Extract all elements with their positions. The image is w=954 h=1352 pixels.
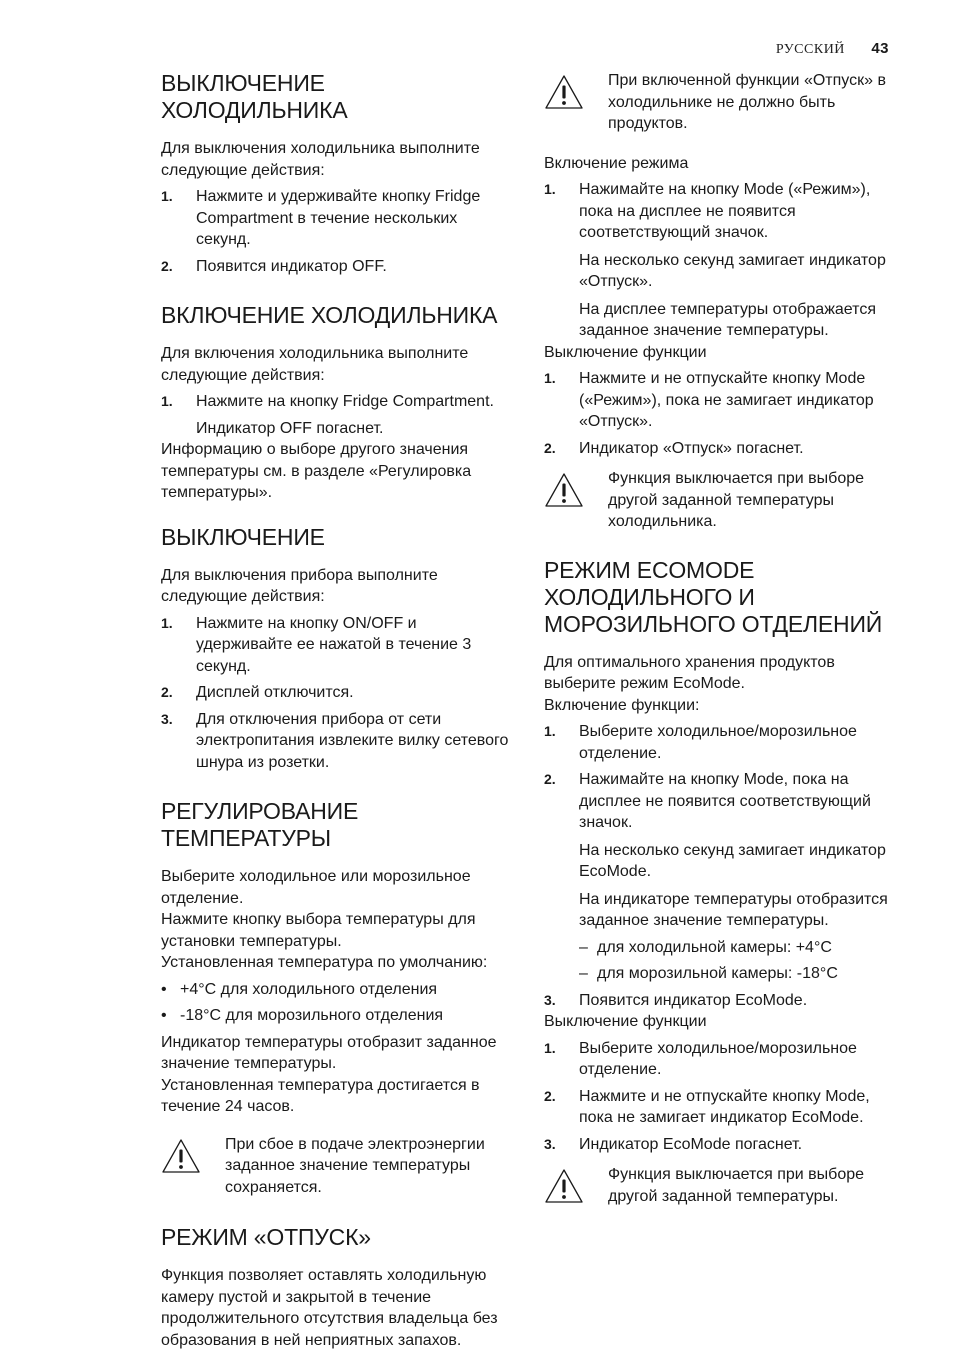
step-text: Индикатор «Отпуск» погаснет.	[579, 439, 804, 457]
info-paragraph: Информацию о выборе другого значения температуры см. в разделе «Регулировка температуры».	[161, 441, 472, 501]
step-text: Появится индикатор OFF.	[196, 257, 387, 275]
warning-note	[544, 70, 894, 135]
list-item	[544, 179, 894, 244]
right-column	[544, 70, 894, 1207]
dash-item	[544, 963, 894, 985]
list-item	[544, 769, 894, 834]
subheading: Включение режима	[544, 154, 689, 172]
step-text: Дисплей отключится.	[196, 684, 354, 701]
subheading: Выключение функции	[544, 1013, 707, 1030]
step-number: 1.	[544, 181, 556, 197]
bullet-item	[161, 979, 513, 1001]
step-text: Индикатор EcoMode погаснет.	[579, 1135, 803, 1153]
section-title: РЕГУЛИРОВАНИЕ ТЕМПЕРАТУРЫ	[161, 798, 359, 851]
step-number: 2.	[161, 257, 173, 274]
bullet-mark: •	[161, 1007, 167, 1024]
section-intro: Для оптимального хранения продуктов выберите режим EcoMode.	[544, 653, 835, 692]
warning-text: При сбое в подаче электроэнергии заданное значение температуры сохраняется.	[225, 1135, 485, 1196]
subheading: Включение функции:	[544, 696, 700, 714]
dash-item	[544, 937, 894, 959]
step-number: 1.	[544, 370, 556, 386]
dash-list	[544, 937, 894, 985]
section-title: ВКЛЮЧЕНИЕ ХОЛОДИЛЬНИКА	[161, 302, 498, 328]
step-number: 3.	[544, 991, 556, 1008]
list-item	[544, 1086, 894, 1129]
steps-list	[544, 368, 894, 459]
warning-text: Функция выключается при выборе другой заданной температуры холодильника.	[608, 470, 865, 530]
page-header	[776, 40, 889, 58]
section-title: ВЫКЛЮЧЕНИЕ	[161, 523, 325, 550]
step-number: 2.	[544, 771, 556, 787]
list-item	[161, 186, 513, 251]
warning-triangle-icon	[161, 1138, 201, 1174]
list-item	[161, 709, 513, 774]
step-text: Нажмите на кнопку Fridge Compartment.	[196, 393, 494, 410]
step-text: Нажмите и не отпускайте кнопку Mode («Режим»), пока не замигает индикатор «Отпуск».	[579, 370, 874, 430]
warning-text: При включенной функции «Отпуск» в холодильнике не должно быть продуктов.	[608, 72, 886, 132]
step-number: 3.	[161, 710, 173, 727]
section-title: РЕЖИМ ECOMODE ХОЛОДИЛЬНОГО И МОРОЗИЛЬНОГО ОТДЕЛЕНИЙ	[544, 556, 883, 637]
bullet-item	[161, 1005, 513, 1027]
step-text: Выберите холодильное/морозильное отделение.	[579, 1039, 857, 1078]
paragraph: Установленная температура по умолчанию:	[161, 954, 488, 971]
list-item	[161, 682, 513, 704]
section-intro: Для выключения прибора выполните следующие действия:	[161, 566, 438, 605]
steps-list	[544, 1038, 894, 1156]
step-number: 1.	[544, 1039, 556, 1056]
list-item	[544, 990, 894, 1012]
warning-triangle-icon	[544, 74, 584, 110]
step-number: 1.	[161, 393, 173, 409]
bullet-list	[161, 979, 513, 1027]
bullet-mark: •	[161, 980, 167, 998]
warning-note	[161, 1134, 513, 1199]
step-text: Для отключения прибора от сети электропитания извлеките вилку сетевого шнура из розетки.	[196, 710, 509, 771]
steps-list	[544, 721, 894, 834]
section-intro: Для выключения холодильника выполните следующие действия:	[161, 140, 480, 179]
language-label: РУССКИЙ	[775, 42, 845, 57]
dash-mark: –	[579, 965, 588, 982]
step-note: На индикаторе температуры отобразится заданное значение температуры.	[579, 890, 888, 929]
step-number: 2.	[544, 439, 556, 456]
step-note: Индикатор OFF погаснет.	[196, 419, 384, 437]
list-item	[161, 613, 513, 678]
step-number: 2.	[544, 1087, 556, 1104]
step-number: 1.	[161, 614, 173, 631]
steps-list	[544, 179, 894, 244]
warning-text: Функция выключается при выборе другой заданной температуры.	[608, 1166, 865, 1205]
list-item	[544, 1134, 894, 1156]
warning-note	[544, 468, 894, 533]
list-item	[544, 1038, 894, 1081]
dash-mark: –	[579, 938, 588, 956]
dash-text: для холодильной камеры: +4°C	[597, 938, 832, 956]
paragraph: Выберите холодильное или морозильное отделение.	[161, 868, 471, 907]
step-text: Выберите холодильное/морозильное отделение.	[579, 723, 857, 762]
step-number: 3.	[544, 1135, 556, 1152]
warning-triangle-icon	[544, 472, 584, 508]
list-item	[161, 256, 513, 278]
list-item	[544, 368, 894, 433]
step-note: На дисплее температуры отображается заданное значение температуры.	[579, 300, 876, 339]
step-text: Появится индикатор EcoMode.	[579, 991, 808, 1009]
step-number: 1.	[544, 723, 556, 739]
page-number: 43	[871, 40, 889, 57]
list-item	[544, 721, 894, 764]
step-note: На несколько секунд замигает индикатор EcoMode.	[579, 841, 886, 880]
warning-triangle-icon	[544, 1168, 584, 1204]
step-text: Нажмите на кнопку ON/OFF и удерживайте ее нажатой в течение 3 секунд.	[196, 614, 472, 675]
step-text: Нажмите и удерживайте кнопку Fridge Compartment в течение нескольких секунд.	[196, 188, 481, 248]
steps-list	[161, 186, 513, 277]
section-intro: Для включения холодильника выполните следующие действия:	[161, 345, 469, 384]
warning-note	[544, 1164, 894, 1207]
step-number: 1.	[161, 188, 173, 204]
step-text: Нажимайте на кнопку Mode, пока на дисплее не появится соответствующий значок.	[579, 771, 871, 831]
steps-list	[161, 613, 513, 774]
paragraph: Индикатор температуры отобразит заданное значение температуры.	[161, 1033, 497, 1072]
bullet-text: -18°C для морозильного отделения	[180, 1007, 444, 1024]
step-text: Нажимайте на кнопку Mode («Режим»), пока на дисплее не появится соответствующий значок.	[579, 181, 871, 241]
paragraph: Установленная температура достигается в течение 24 часов.	[161, 1076, 480, 1115]
step-text: Нажмите и не отпускайте кнопку Mode, пока не замигает индикатор EcoMode.	[579, 1087, 870, 1126]
list-item	[161, 391, 513, 413]
paragraph: Нажмите кнопку выбора температуры для установки температуры.	[161, 911, 476, 950]
subheading: Выключение функции	[544, 343, 707, 361]
paragraph: Функция позволяет оставлять холодильную камеру пустой и закрытой в течение продолжительного отсутствия владельца без образования в ней неприятных запахов.	[161, 1267, 498, 1349]
bullet-text: +4°C для холодильного отделения	[180, 980, 438, 998]
list-item	[544, 438, 894, 460]
steps-list	[544, 990, 894, 1012]
section-title: РЕЖИМ «ОТПУСК»	[161, 1224, 371, 1250]
dash-text: для морозильной камеры: -18°C	[597, 965, 838, 982]
left-column	[161, 70, 513, 1351]
step-number: 2.	[161, 684, 173, 700]
steps-list	[161, 391, 513, 413]
section-title: ВЫКЛЮЧЕНИЕ ХОЛОДИЛЬНИКА	[161, 70, 348, 123]
step-note: На несколько секунд замигает индикатор «Отпуск».	[579, 251, 886, 290]
